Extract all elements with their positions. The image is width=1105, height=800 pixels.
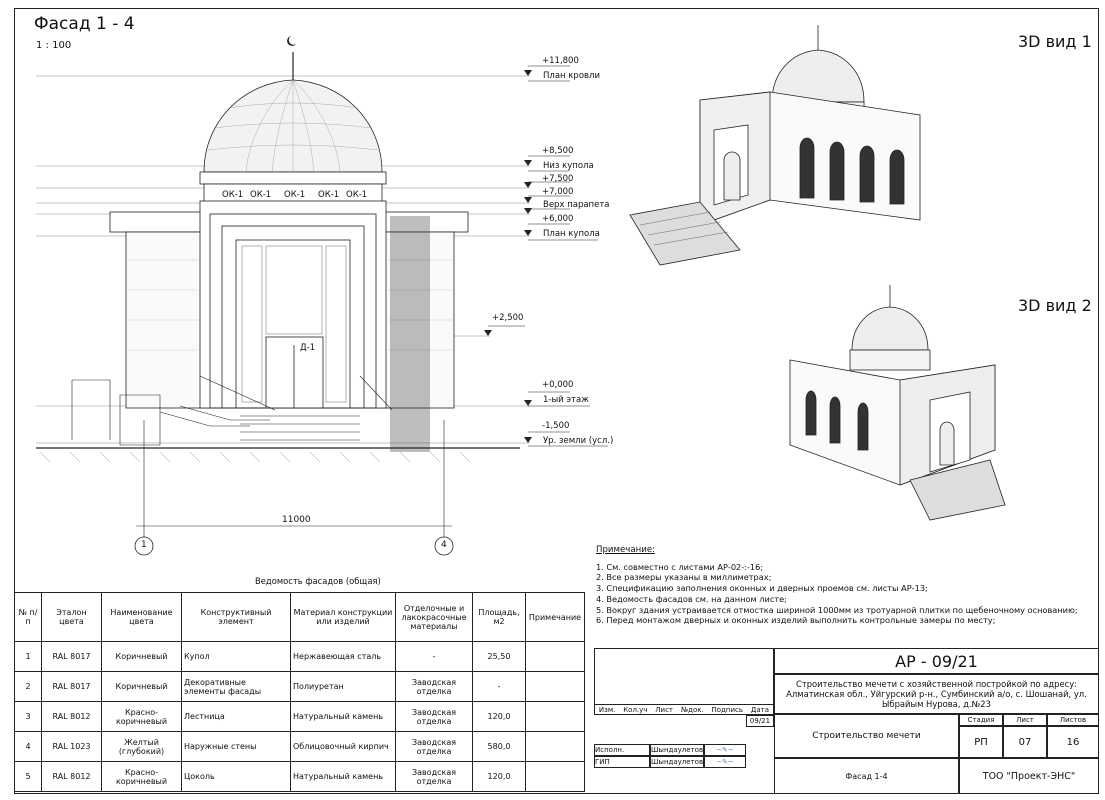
column-header: Примечание bbox=[526, 593, 585, 642]
table-header-row bbox=[15, 593, 585, 642]
axis-label: 1 bbox=[141, 540, 147, 550]
col-label: Дата bbox=[750, 705, 769, 714]
table-cell: 580,0 bbox=[473, 732, 526, 762]
sheet-title: Фасад 1 - 4 bbox=[34, 14, 135, 34]
title-block bbox=[594, 648, 1099, 794]
level-value: +2,500 bbox=[492, 313, 524, 323]
table-cell: RAL 8012 bbox=[42, 702, 102, 732]
table-row bbox=[15, 732, 585, 762]
table-cell: Коричневый bbox=[102, 642, 182, 672]
level-value: +8,500 bbox=[542, 146, 574, 156]
table-cell: RAL 1023 bbox=[42, 732, 102, 762]
note-item: 1. См. совместно с листами АР-02-:-16; bbox=[596, 561, 764, 572]
role-name: Шындаулетов bbox=[650, 746, 704, 754]
stage-value: РП bbox=[959, 726, 1003, 758]
level-label: Верх парапета bbox=[543, 200, 610, 210]
table-cell: Лестница bbox=[182, 702, 291, 732]
col-label: Изм. bbox=[598, 705, 616, 714]
object-name: Строительство мечети bbox=[774, 714, 959, 758]
facade-schedule-table bbox=[14, 592, 585, 792]
signature: ~✎~ bbox=[704, 756, 746, 768]
note-item: 6. Перед монтажом дверных и оконных изделий выполнить контрольные замеры по месту; bbox=[596, 615, 996, 626]
signature: ~✎~ bbox=[704, 744, 746, 756]
overall-dimension: 11000 bbox=[282, 515, 311, 525]
level-label: Ур. земли (усл.) bbox=[543, 436, 614, 446]
table-cell: Заводская отделка bbox=[396, 732, 473, 762]
table-cell: Коричневый bbox=[102, 672, 182, 702]
window-mark: ОК-1 bbox=[250, 190, 272, 200]
note-item: 3. Спецификацию заполнения оконных и дверных проемов см. листы АР-13; bbox=[596, 583, 928, 594]
notes-block bbox=[596, 545, 1078, 626]
table-cell: 3 bbox=[15, 702, 42, 732]
table-row bbox=[15, 762, 585, 792]
table-cell: Красно-коричневый bbox=[102, 762, 182, 792]
notes-heading: Примечание: bbox=[596, 545, 656, 555]
table-cell bbox=[526, 732, 585, 762]
table-cell: Нержавеющая сталь bbox=[291, 642, 396, 672]
table-cell: Купол bbox=[182, 642, 291, 672]
table-cell: RAL 8012 bbox=[42, 762, 102, 792]
column-header: Наименование цвета bbox=[102, 593, 182, 642]
table-row bbox=[15, 702, 585, 732]
axis-label: 4 bbox=[441, 540, 447, 550]
table-cell: Натуральный камень bbox=[291, 702, 396, 732]
role-label: Исполн. bbox=[594, 744, 650, 756]
col-label: Подпись bbox=[711, 705, 744, 714]
window-mark: ОК-1 bbox=[222, 190, 244, 200]
table-cell: 2 bbox=[15, 672, 42, 702]
column-header: Материал конструкции или изделий bbox=[291, 593, 396, 642]
table-cell bbox=[526, 642, 585, 672]
revision-date: 09/21 bbox=[746, 715, 774, 727]
table-cell: Декоративные элементы фасады bbox=[182, 672, 291, 702]
level-value: +6,000 bbox=[542, 214, 574, 224]
stage-label: Стадия bbox=[959, 714, 1003, 726]
level-label: Низ купола bbox=[543, 161, 594, 171]
col-label: Кол.уч bbox=[623, 705, 648, 714]
project-name: Строительство мечети с хозяйственной постройкой по адресу: Алматинская обл., Уйгурский р-н., Сумбинский а/о, с. Шошанай, ул. Ыбрайым Нурова, д.№23 bbox=[774, 674, 1099, 714]
column-header: Отделочные и лакокрасочные материалы bbox=[396, 593, 473, 642]
3d-view-2 bbox=[780, 280, 1010, 530]
table-cell: 25,50 bbox=[473, 642, 526, 672]
stage-label: Листов bbox=[1047, 714, 1099, 726]
level-value: +0,000 bbox=[542, 380, 574, 390]
schedule-caption: Ведомость фасадов (общая) bbox=[255, 576, 381, 586]
level-label: План купола bbox=[543, 229, 600, 239]
view-title-1: 3D вид 1 bbox=[1018, 32, 1092, 51]
table-cell: - bbox=[396, 642, 473, 672]
3d-view-1 bbox=[620, 20, 940, 280]
note-item: 5. Вокруг здания устраивается отмостка шириной 1000мм из тротуарной плитки по щебеночному основанию; bbox=[596, 604, 1078, 615]
level-value: -1,500 bbox=[542, 421, 570, 431]
role-label: ГИП bbox=[594, 756, 650, 768]
level-value: +7,500 bbox=[542, 174, 574, 184]
table-row bbox=[15, 642, 585, 672]
table-cell: 5 bbox=[15, 762, 42, 792]
table-cell: Заводская отделка bbox=[396, 702, 473, 732]
door-mark: Д-1 bbox=[300, 343, 316, 353]
note-item: 2. Все размеры указаны в миллиметрах; bbox=[596, 572, 772, 583]
table-cell: Облицовочный кирпич bbox=[291, 732, 396, 762]
sheet-scale: 1 : 100 bbox=[36, 40, 72, 51]
table-cell: Полиуретан bbox=[291, 672, 396, 702]
column-header: № п/п bbox=[15, 593, 42, 642]
stage-label: Лист bbox=[1003, 714, 1047, 726]
drawing-code: АР - 09/21 bbox=[774, 648, 1099, 674]
table-cell: Цоколь bbox=[182, 762, 291, 792]
table-cell: RAL 8017 bbox=[42, 642, 102, 672]
table-cell: Заводская отделка bbox=[396, 672, 473, 702]
table-cell: Заводская отделка bbox=[396, 762, 473, 792]
window-mark: ОК-1 bbox=[346, 190, 368, 200]
table-cell: 120,0 bbox=[473, 762, 526, 792]
company-name: ТОО "Проект-ЭНС" bbox=[959, 758, 1099, 794]
table-cell: Наружные стены bbox=[182, 732, 291, 762]
table-cell bbox=[526, 672, 585, 702]
level-value: +11,800 bbox=[542, 56, 579, 66]
col-label: Лист bbox=[655, 705, 674, 714]
sheet-count: 16 bbox=[1047, 726, 1099, 758]
role-name: Шындаулетов bbox=[650, 758, 704, 766]
table-cell: RAL 8017 bbox=[42, 672, 102, 702]
table-cell: - bbox=[473, 672, 526, 702]
level-label: 1-ый этаж bbox=[543, 395, 589, 405]
view-title-2: 3D вид 2 bbox=[1018, 296, 1092, 315]
column-header: Эталон цвета bbox=[42, 593, 102, 642]
table-cell bbox=[526, 702, 585, 732]
col-label: №док. bbox=[680, 705, 704, 714]
table-cell: 4 bbox=[15, 732, 42, 762]
drawing-name: Фасад 1-4 bbox=[774, 758, 959, 794]
level-label: План кровли bbox=[543, 71, 600, 81]
table-cell: Красно-коричневый bbox=[102, 702, 182, 732]
level-value: +7,000 bbox=[542, 187, 574, 197]
revision-header bbox=[594, 704, 774, 715]
table-cell bbox=[526, 762, 585, 792]
table-cell: Желтый (глубокий) bbox=[102, 732, 182, 762]
column-header: Конструктивный элемент bbox=[182, 593, 291, 642]
table-cell: Натуральный камень bbox=[291, 762, 396, 792]
table-cell: 120,0 bbox=[473, 702, 526, 732]
sheet-number: 07 bbox=[1003, 726, 1047, 758]
window-mark: ОК-1 bbox=[318, 190, 340, 200]
window-mark: ОК-1 bbox=[284, 190, 306, 200]
note-item: 4. Ведомость фасадов см. на данном листе; bbox=[596, 593, 787, 604]
table-cell: 1 bbox=[15, 642, 42, 672]
table-row bbox=[15, 672, 585, 702]
column-header: Площадь, м2 bbox=[473, 593, 526, 642]
